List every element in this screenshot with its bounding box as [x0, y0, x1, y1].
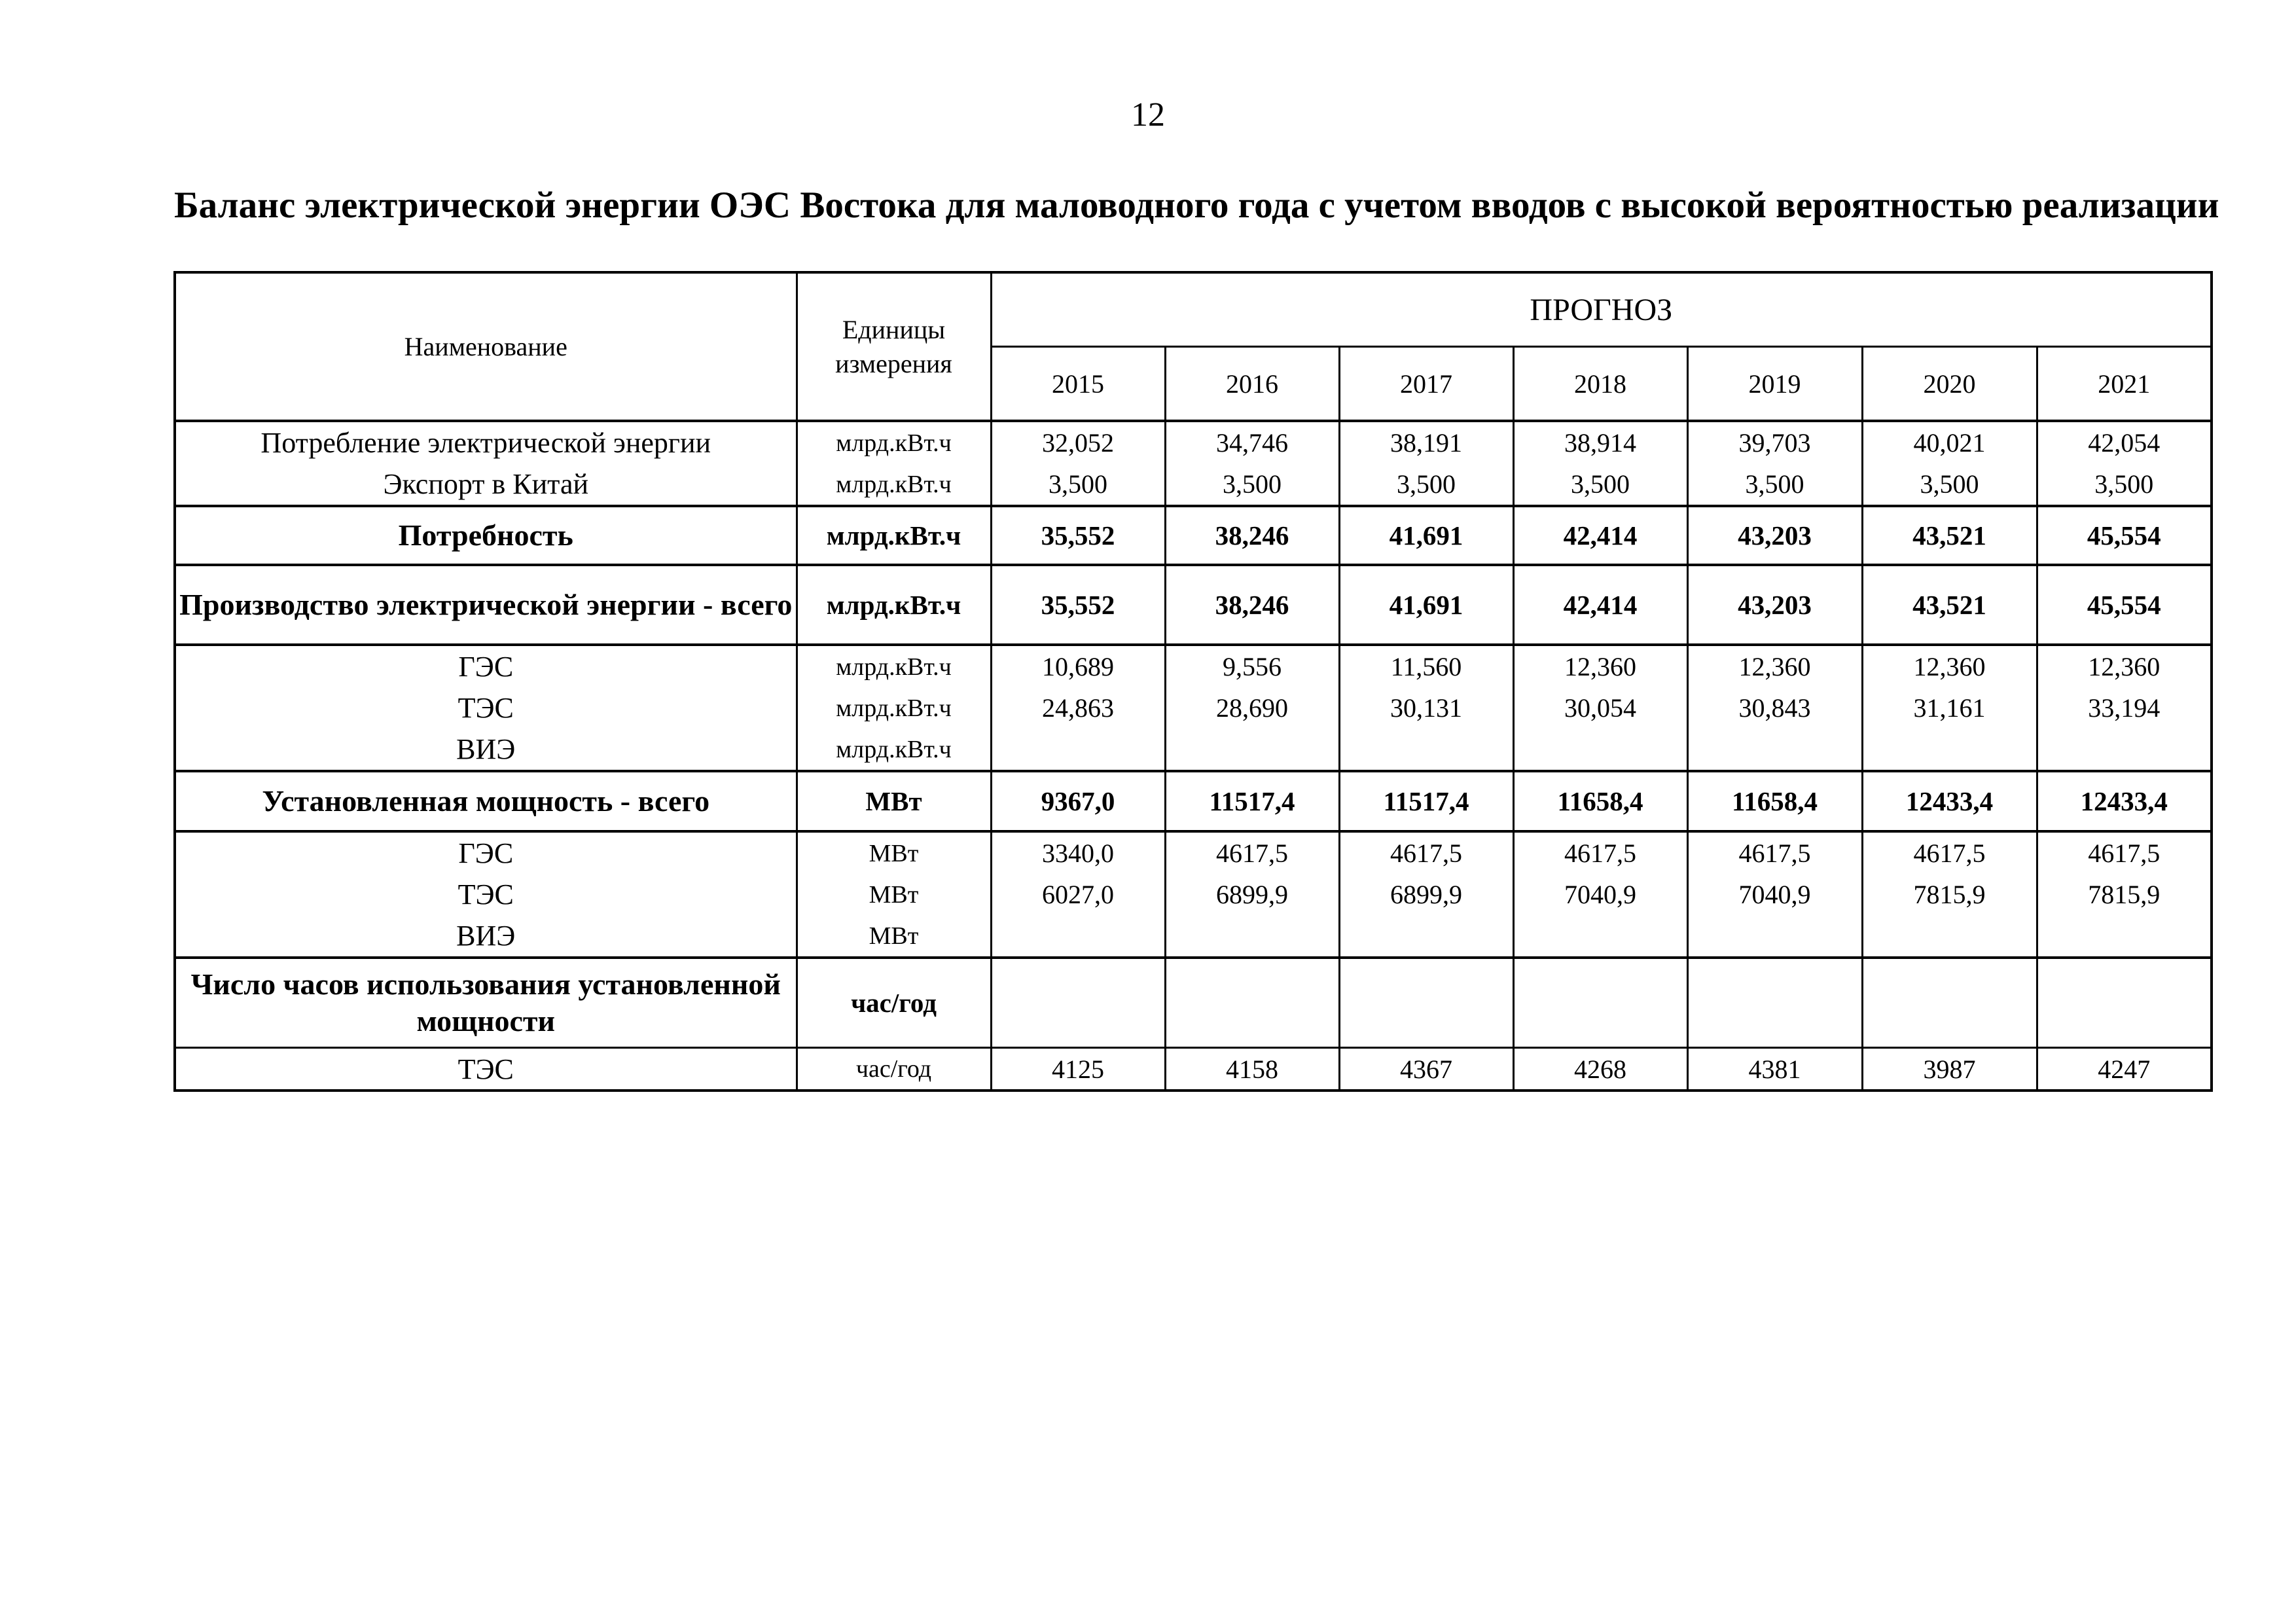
row-unit: час/год [797, 1048, 991, 1091]
value-cell-2018: 42,414 [1513, 565, 1687, 645]
value-cell-2019: 12,360 [1687, 645, 1862, 687]
value-cell-2016: 38,246 [1165, 506, 1339, 565]
value-cell-2019: 7040,9 [1687, 874, 1862, 915]
value-cell-2017: 11,560 [1339, 645, 1513, 687]
header-forecast: ПРОГНОЗ [991, 272, 2212, 347]
value-cell-2016: 9,556 [1165, 645, 1339, 687]
value-cell-2015 [991, 729, 1165, 771]
value-cell-2015: 32,052 [991, 421, 1165, 463]
value-cell-2018 [1513, 915, 1687, 958]
row-name: ТЭС [175, 874, 797, 915]
value-cell-2018: 38,914 [1513, 421, 1687, 463]
row-unit: млрд.кВт.ч [797, 506, 991, 565]
value-cell-2015: 35,552 [991, 506, 1165, 565]
value-cell-2017: 30,131 [1339, 687, 1513, 729]
value-cell-2016: 6899,9 [1165, 874, 1339, 915]
value-cell-2017 [1339, 958, 1513, 1048]
value-cell-2021: 12433,4 [2037, 771, 2212, 831]
value-cell-2019: 30,843 [1687, 687, 1862, 729]
value-cell-2021: 4247 [2037, 1048, 2212, 1091]
value-cell-2015: 35,552 [991, 565, 1165, 645]
value-cell-2020: 43,521 [1862, 565, 2037, 645]
value-cell-2020 [1862, 958, 2037, 1048]
value-cell-2019: 43,203 [1687, 565, 1862, 645]
row-unit: МВт [797, 874, 991, 915]
row-unit: млрд.кВт.ч [797, 729, 991, 771]
row-unit: млрд.кВт.ч [797, 645, 991, 687]
value-cell-2016 [1165, 958, 1339, 1048]
value-cell-2020: 31,161 [1862, 687, 2037, 729]
header-year: 2021 [2037, 347, 2212, 422]
value-cell-2020: 12433,4 [1862, 771, 2037, 831]
row-name: ВИЭ [175, 915, 797, 958]
value-cell-2020: 7815,9 [1862, 874, 2037, 915]
table-row [175, 645, 2212, 687]
value-cell-2018: 30,054 [1513, 687, 1687, 729]
row-name: ТЭС [175, 1048, 797, 1091]
value-cell-2017 [1339, 915, 1513, 958]
row-name: ГЭС [175, 645, 797, 687]
value-cell-2015 [991, 915, 1165, 958]
value-cell-2021 [2037, 958, 2212, 1048]
value-cell-2015: 6027,0 [991, 874, 1165, 915]
value-cell-2021: 12,360 [2037, 645, 2212, 687]
value-cell-2020: 43,521 [1862, 506, 2037, 565]
table-row [175, 874, 2212, 915]
value-cell-2016: 38,246 [1165, 565, 1339, 645]
value-cell-2017: 41,691 [1339, 506, 1513, 565]
value-cell-2019: 3,500 [1687, 463, 1862, 506]
row-name: Потребление электрической энергии [175, 421, 797, 463]
header-year: 2016 [1165, 347, 1339, 422]
header-unit: Единицы измерения [797, 272, 991, 421]
page-number: 12 [1131, 96, 1165, 134]
table-row [175, 729, 2212, 771]
value-cell-2018: 42,414 [1513, 506, 1687, 565]
value-cell-2018 [1513, 729, 1687, 771]
value-cell-2021: 45,554 [2037, 565, 2212, 645]
value-cell-2017: 11517,4 [1339, 771, 1513, 831]
value-cell-2019: 4381 [1687, 1048, 1862, 1091]
table-row [175, 687, 2212, 729]
value-cell-2021 [2037, 729, 2212, 771]
value-cell-2015: 3340,0 [991, 831, 1165, 874]
table-row [175, 506, 2212, 565]
value-cell-2019 [1687, 729, 1862, 771]
value-cell-2017 [1339, 729, 1513, 771]
value-cell-2019 [1687, 915, 1862, 958]
value-cell-2019 [1687, 958, 1862, 1048]
value-cell-2019: 39,703 [1687, 421, 1862, 463]
value-cell-2020: 40,021 [1862, 421, 2037, 463]
value-cell-2021: 45,554 [2037, 506, 2212, 565]
value-cell-2015 [991, 958, 1165, 1048]
value-cell-2021: 7815,9 [2037, 874, 2212, 915]
row-name: ТЭС [175, 687, 797, 729]
value-cell-2017: 3,500 [1339, 463, 1513, 506]
value-cell-2020 [1862, 915, 2037, 958]
value-cell-2019: 43,203 [1687, 506, 1862, 565]
table-row [175, 831, 2212, 874]
table-row [175, 915, 2212, 958]
value-cell-2020: 3987 [1862, 1048, 2037, 1091]
value-cell-2015: 3,500 [991, 463, 1165, 506]
row-unit: час/год [797, 958, 991, 1048]
value-cell-2018: 4617,5 [1513, 831, 1687, 874]
table-row [175, 1048, 2212, 1091]
value-cell-2018: 7040,9 [1513, 874, 1687, 915]
row-unit: МВт [797, 831, 991, 874]
value-cell-2021 [2037, 915, 2212, 958]
value-cell-2019: 11658,4 [1687, 771, 1862, 831]
table-row [175, 958, 2212, 1048]
header-name: Наименование [175, 272, 797, 421]
table-row [175, 771, 2212, 831]
value-cell-2020: 12,360 [1862, 645, 2037, 687]
value-cell-2017: 4367 [1339, 1048, 1513, 1091]
value-cell-2018 [1513, 958, 1687, 1048]
row-name: Число часов использования установленной мощности [175, 958, 797, 1048]
page-title: Баланс электрической энергии ОЭС Востока для маловодного года с учетом вводов с высокой вероятностью реализации [174, 185, 2219, 226]
value-cell-2016: 11517,4 [1165, 771, 1339, 831]
row-unit: млрд.кВт.ч [797, 687, 991, 729]
value-cell-2017: 4617,5 [1339, 831, 1513, 874]
value-cell-2015: 9367,0 [991, 771, 1165, 831]
value-cell-2021: 3,500 [2037, 463, 2212, 506]
row-name: Производство электрической энергии - всего [175, 565, 797, 645]
row-name: Установленная мощность - всего [175, 771, 797, 831]
header-year: 2018 [1513, 347, 1687, 422]
value-cell-2017: 6899,9 [1339, 874, 1513, 915]
value-cell-2018: 12,360 [1513, 645, 1687, 687]
value-cell-2016 [1165, 915, 1339, 958]
value-cell-2015: 4125 [991, 1048, 1165, 1091]
value-cell-2016: 4617,5 [1165, 831, 1339, 874]
header-year: 2019 [1687, 347, 1862, 422]
energy-balance-table [173, 271, 2213, 1092]
value-cell-2017: 38,191 [1339, 421, 1513, 463]
value-cell-2021: 33,194 [2037, 687, 2212, 729]
row-unit: МВт [797, 771, 991, 831]
value-cell-2021: 42,054 [2037, 421, 2212, 463]
row-unit: млрд.кВт.ч [797, 463, 991, 506]
value-cell-2020: 3,500 [1862, 463, 2037, 506]
value-cell-2016: 4158 [1165, 1048, 1339, 1091]
value-cell-2016: 28,690 [1165, 687, 1339, 729]
value-cell-2015: 24,863 [991, 687, 1165, 729]
header-year: 2017 [1339, 347, 1513, 422]
value-cell-2018: 3,500 [1513, 463, 1687, 506]
row-unit: млрд.кВт.ч [797, 565, 991, 645]
row-name: Экспорт в Китай [175, 463, 797, 506]
table-row [175, 421, 2212, 463]
value-cell-2019: 4617,5 [1687, 831, 1862, 874]
value-cell-2017: 41,691 [1339, 565, 1513, 645]
value-cell-2016: 3,500 [1165, 463, 1339, 506]
row-unit: МВт [797, 915, 991, 958]
row-unit: млрд.кВт.ч [797, 421, 991, 463]
value-cell-2020 [1862, 729, 2037, 771]
row-name: ГЭС [175, 831, 797, 874]
table-row [175, 565, 2212, 645]
value-cell-2018: 4268 [1513, 1048, 1687, 1091]
table-row [175, 463, 2212, 506]
row-name: Потребность [175, 506, 797, 565]
row-name: ВИЭ [175, 729, 797, 771]
value-cell-2020: 4617,5 [1862, 831, 2037, 874]
header-year: 2020 [1862, 347, 2037, 422]
value-cell-2018: 11658,4 [1513, 771, 1687, 831]
value-cell-2016: 34,746 [1165, 421, 1339, 463]
value-cell-2015: 10,689 [991, 645, 1165, 687]
value-cell-2021: 4617,5 [2037, 831, 2212, 874]
header-year: 2015 [991, 347, 1165, 422]
value-cell-2016 [1165, 729, 1339, 771]
